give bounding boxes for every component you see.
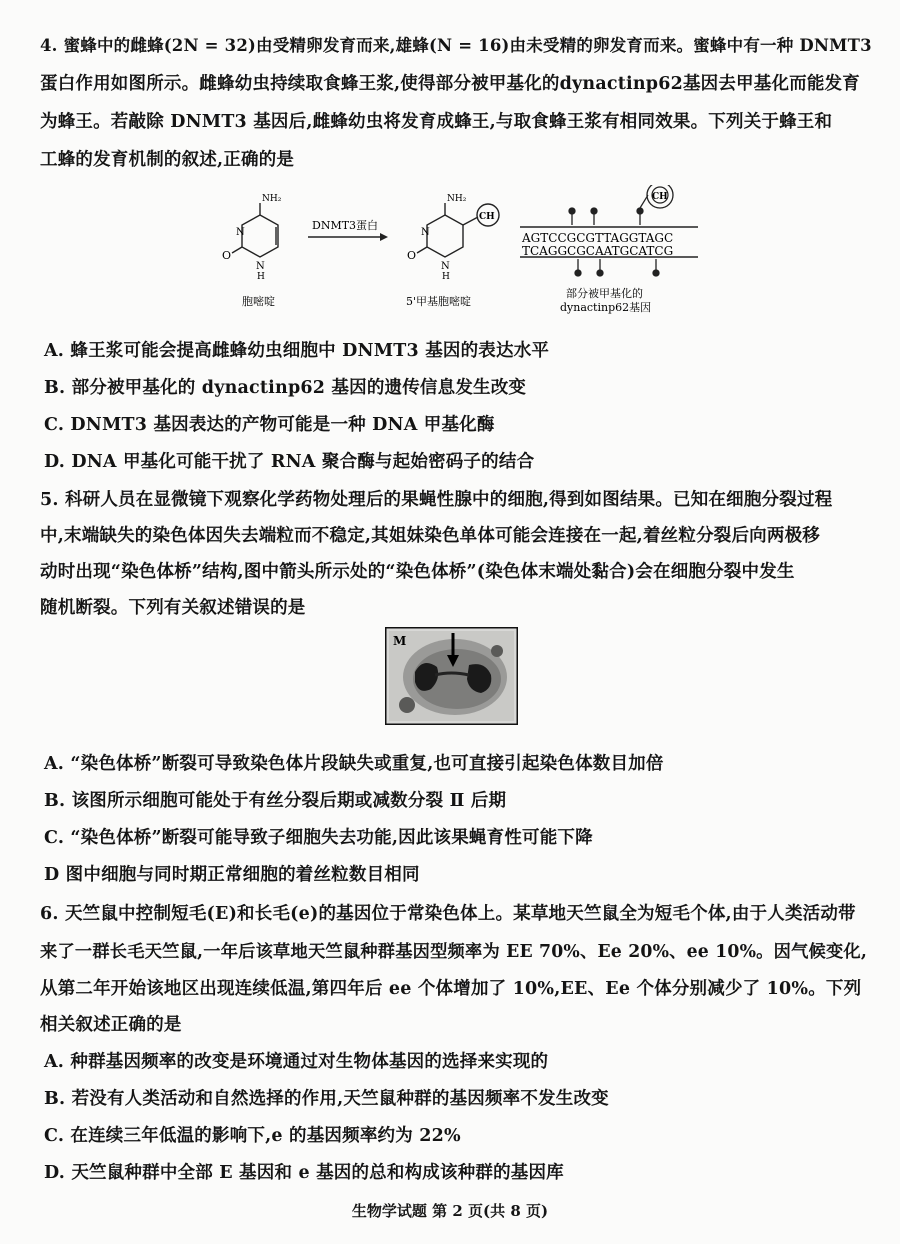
cytosine-n1: N (256, 261, 265, 272)
q4-line-4: 工蜂的发育机制的叙述,正确的是 (40, 150, 295, 170)
q5-option-b: B. 该图所示细胞可能处于有丝分裂后期或减数分裂 Ⅱ 后期 (44, 791, 507, 811)
q5-line-1: 5. 科研人员在显微镜下观察化学药物处理后的果蝇性腺中的细胞,得到如图结果。已知在细胞分裂过程 (40, 490, 833, 510)
dna-seq-top: AGTCCGCGTTAGGTAGC (522, 231, 674, 245)
methylcytosine-o: O (407, 249, 417, 262)
dna-seq-bottom: TCAGGCGCAATGCATCG (522, 244, 674, 258)
page-footer: 生物学试题 第 2 页(共 8 页) (351, 1202, 549, 1220)
q6-option-b: B. 若没有人类活动和自然选择的作用,天竺鼠种群的基因频率不发生改变 (44, 1089, 609, 1109)
q4-line-2: 蛋白作用如图所示。雌蜂幼虫持续取食蜂王浆,使得部分被甲基化的dynactinp62基因去甲基化而能发育 (40, 74, 860, 94)
q6-option-c: C. 在连续三年低温的影响下,e 的基因频率约为 22% (44, 1126, 461, 1146)
q6-line-4: 相关叙述正确的是 (40, 1015, 182, 1035)
q6-line-3: 从第二年开始该地区出现连续低温,第四年后 ee 个体增加了 10%,EE、Ee 个体分别减少了 10%。下列 (40, 979, 862, 999)
q4-line-3: 为蜂王。若敲除 DNMT3 基因后,雌蜂幼虫将发育成蜂王,与取食蜂王浆有相同效果。下列关于蜂王和 (40, 112, 833, 132)
caption-gene-2: dynactinp62基因 (560, 301, 652, 314)
q5-option-c: C. “染色体桥”断裂可能导致子细胞失去功能,因此该果蝇育性可能下降 (44, 828, 593, 848)
dna-methylation-diagram (220, 185, 720, 335)
cytosine-n3: N (236, 227, 245, 238)
caption-gene-1: 部分被甲基化的 (566, 287, 643, 300)
q6-line-2: 来了一群长毛天竺鼠,一年后该草地天竺鼠种群基因型频率为 EE 70%、Ee 20%、ee 10%。因气候变化, (40, 942, 868, 962)
q5-line-2: 中,末端缺失的染色体因失去端粒而不稳定,其姐妹染色单体可能会连接在一起,着丝粒分裂后向两极移 (40, 526, 820, 546)
cytosine-nh2: NH₂ (262, 194, 282, 204)
cytosine-h: H (257, 272, 265, 282)
q6-option-d: D. 天竺鼠种群中全部 E 基因和 e 基因的总和构成该种群的基因库 (44, 1163, 564, 1183)
q5-option-d: D 图中细胞与同时期正常细胞的着丝粒数目相同 (44, 865, 420, 885)
q5-line-3: 动时出现“染色体桥”结构,图中箭头所示处的“染色体桥”(染色体末端处黏合)会在细胞分裂中发生 (40, 562, 795, 582)
q4-option-b: B. 部分被甲基化的 dynactinp62 基因的遗传信息发生改变 (44, 378, 527, 398)
q4-option-c: C. DNMT3 基因表达的产物可能是一种 DNA 甲基化酶 (44, 415, 495, 435)
methyl-group-label: CH (479, 212, 495, 222)
q5-line-4: 随机断裂。下列有关叙述错误的是 (40, 598, 306, 618)
q6-line-1: 6. 天竺鼠中控制短毛(E)和长毛(e)的基因位于常染色体上。某草地天竺鼠全为短毛个体,由于人类活动带 (40, 904, 856, 924)
methylcytosine-n1: N (441, 261, 450, 272)
caption-methylcytosine: 5'甲基胞嘧啶 (406, 295, 472, 308)
methylcytosine-h: H (442, 272, 450, 282)
q5-option-a: A. “染色体桥”断裂可导致染色体片段缺失或重复,也可直接引起染色体数目加倍 (44, 754, 664, 774)
arrow-label: DNMT3蛋白 (312, 219, 379, 232)
q6-option-a: A. 种群基因频率的改变是环境通过对生物体基因的选择来实现的 (44, 1052, 549, 1072)
caption-cytosine: 胞嘧啶 (242, 295, 275, 308)
q4-option-d: D. DNA 甲基化可能干扰了 RNA 聚合酶与起始密码子的结合 (44, 452, 535, 472)
methylcytosine-n3: N (421, 227, 430, 238)
q4-line-1: 4. 蜜蜂中的雌蜂(2N = 32)由受精卵发育而来,雄蜂(N = 16)由未受精的卵发育而来。蜜蜂中有一种 DNMT3 (40, 36, 872, 55)
methylcytosine-nh2: NH₂ (447, 194, 467, 204)
callout-methyl-label: CH (652, 192, 668, 202)
micrograph-label: M (393, 634, 407, 648)
reaction-arrow-head (380, 233, 388, 241)
cytosine-o: O (222, 249, 232, 262)
chromosome-bridge-micrograph (385, 627, 518, 725)
q4-option-a: A. 蜂王浆可能会提高雌蜂幼虫细胞中 DNMT3 基因的表达水平 (44, 341, 550, 361)
